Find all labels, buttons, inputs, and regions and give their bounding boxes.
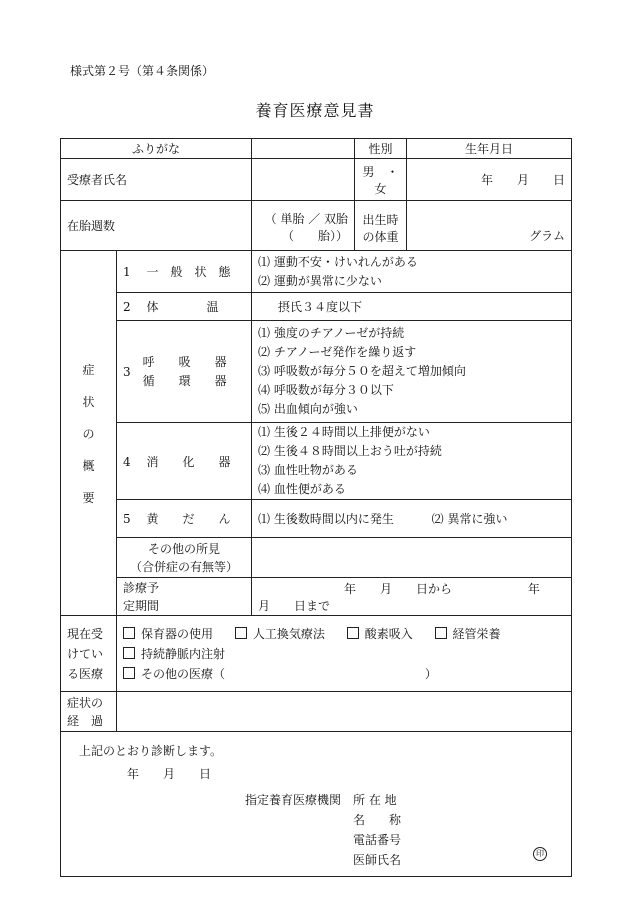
current-treatment-label — [61, 616, 117, 692]
institution-name-label: 名 称 — [353, 813, 402, 827]
treatment-option-iv[interactable]: 持続静脈内注射 — [123, 647, 225, 661]
symptom-details-general — [252, 251, 572, 293]
dob-field[interactable]: 年 月 日 — [407, 159, 572, 201]
progress-field[interactable] — [117, 692, 572, 732]
certification-section — [61, 732, 572, 877]
period-to: 年 月 日まで — [258, 581, 564, 613]
symptoms-label-char: 症 — [82, 362, 95, 377]
label-line: る医療 — [67, 666, 104, 681]
symptom-number: 4 — [123, 454, 131, 469]
doctor-name-label: 医師氏名 — [353, 853, 402, 867]
symptom-category-respiratory — [117, 321, 252, 423]
other-findings-field[interactable] — [252, 538, 572, 578]
symptom-number: 1 — [123, 265, 131, 279]
patient-name-label: 受療者氏名 — [61, 159, 252, 201]
symptom-detail: ⑷ 血性便がある — [258, 482, 346, 496]
symptoms-label-char: 要 — [82, 490, 95, 505]
treatment-option-ventilation[interactable]: 人工換気療法 — [235, 627, 325, 641]
dob-label: 生年月日 — [407, 139, 572, 159]
treatment-period-label — [117, 578, 252, 616]
symptom-category-digestive — [117, 423, 252, 500]
label-line: 診療予 — [123, 580, 160, 595]
progress-label — [61, 692, 117, 732]
symptom-category-general — [117, 251, 252, 293]
treatment-option-incubator[interactable]: 保育器の使用 — [123, 627, 213, 641]
current-treatment-options — [117, 616, 572, 692]
patient-name-field[interactable] — [252, 159, 355, 201]
symptom-detail: ⑵ 運動が異常に少ない — [258, 273, 382, 288]
symptom-detail: ⑴ 生後数時間以内に発生 — [258, 512, 394, 526]
symptom-detail: ⑶ 呼吸数が毎分５０を超えて増加傾向 — [258, 364, 466, 378]
gestation-label: 在胎週数 — [61, 201, 252, 251]
symptoms-label-char: 状 — [82, 394, 95, 409]
other-findings-title: その他の所見 — [148, 541, 221, 556]
symptom-detail: ⑵ チアノーゼ発作を繰り返す — [258, 345, 417, 359]
certification-date[interactable]: 年 月 日 — [127, 767, 212, 781]
symptom-category-label: 呼 吸 器 — [142, 354, 227, 369]
symptoms-section-label — [61, 251, 117, 616]
symptoms-label-char: 概 — [82, 458, 95, 473]
symptom-details-respiratory — [252, 321, 572, 423]
symptom-number: 5 — [123, 512, 131, 526]
birth-weight-label: 出生時の体重 — [355, 201, 407, 251]
checkbox[interactable] — [347, 627, 359, 639]
page-title: 養育医療意見書 — [255, 101, 375, 120]
sex-label: 性別 — [355, 139, 407, 159]
other-findings-sub: （合併症の有無等） — [130, 559, 239, 574]
checkbox[interactable] — [123, 667, 135, 679]
symptom-category-jaundice — [117, 500, 252, 538]
symptom-category-temperature — [117, 293, 252, 321]
other-treatment-close: ） — [424, 666, 437, 681]
symptom-category-label: 黄 だ ん — [146, 512, 231, 526]
birth-weight-field[interactable]: グラム — [407, 201, 572, 251]
symptom-detail: ⑷ 呼吸数が毎分３０以下 — [258, 383, 394, 397]
symptom-category-label: 消 化 器 — [146, 454, 231, 469]
symptom-number: 2 — [123, 300, 131, 314]
checkbox[interactable] — [435, 627, 447, 639]
symptom-detail: ⑴ 運動不安・けいれんがある — [258, 254, 418, 269]
medical-opinion-form — [60, 138, 572, 877]
treatment-option-oxygen[interactable]: 酸素吸入 — [347, 627, 413, 641]
institution-label: 指定養育医療機関 — [245, 793, 342, 807]
certification-statement: 上記のとおり診断します。 — [79, 744, 223, 758]
symptom-detail: ⑵ 生後４８時間以上おう吐が持続 — [258, 444, 442, 458]
symptom-details-digestive — [252, 423, 572, 500]
label-line: 経 過 — [67, 713, 104, 728]
symptom-category-label: 一 般 状 態 — [146, 265, 231, 279]
symptom-detail: ⑸ 出血傾向が強い — [258, 402, 358, 416]
checkbox[interactable] — [235, 627, 247, 639]
symptom-detail: ⑶ 血性吐物がある — [258, 463, 358, 477]
symptom-number: 3 — [123, 364, 131, 379]
address-label: 所 在 地 — [353, 793, 397, 807]
label-line: けてい — [67, 646, 104, 661]
label-line: 定期間 — [123, 598, 160, 613]
symptom-category-label: 体 温 — [146, 300, 219, 314]
furigana-label: ふりがな — [61, 139, 252, 159]
symptom-category-label: 循 環 器 — [142, 373, 227, 388]
seal-icon: 印 — [533, 847, 547, 861]
symptom-detail-temperature: 摂氏３４度以下 — [252, 293, 572, 321]
symptom-details-jaundice — [252, 500, 572, 538]
checkbox[interactable] — [123, 627, 135, 639]
phone-label: 電話番号 — [353, 833, 402, 847]
gestation-field[interactable]: （ 単胎 ／ 双胎（ 胎）） — [252, 201, 355, 251]
sex-options[interactable]: 男 ・ 女 — [355, 159, 407, 201]
treatment-period-field[interactable] — [252, 578, 572, 616]
period-from: 年 月 日から — [344, 581, 453, 596]
other-findings-label — [117, 538, 252, 578]
symptoms-label-char: の — [82, 426, 95, 441]
symptom-detail: ⑵ 異常に強い — [431, 512, 508, 526]
checkbox[interactable] — [123, 647, 135, 659]
treatment-option-tube-feeding[interactable]: 経管栄養 — [435, 627, 501, 641]
form-number: 様式第２号（第４条関係） — [70, 64, 215, 78]
label-line: 現在受 — [67, 626, 104, 641]
symptom-detail: ⑴ 生後２４時間以上排便がない — [258, 425, 430, 439]
symptom-detail: ⑴ 強度のチアノーゼが持続 — [258, 326, 405, 340]
label-line: 症状の — [67, 695, 104, 710]
treatment-option-other[interactable]: その他の医療（ — [123, 667, 225, 681]
furigana-field[interactable] — [252, 139, 355, 159]
